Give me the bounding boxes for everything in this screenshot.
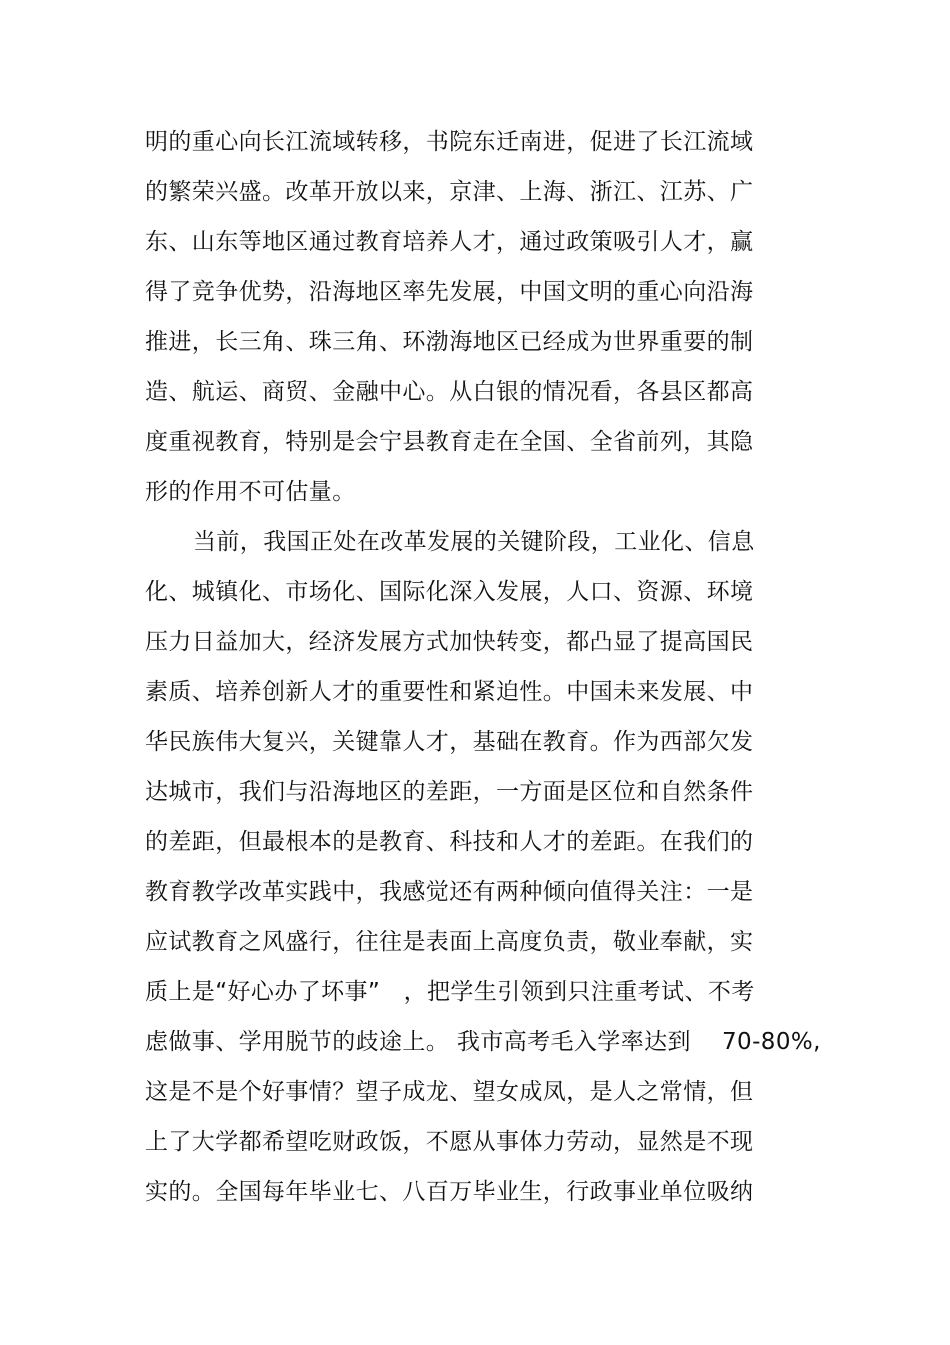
text-line: 这是不是个好事情？望子成龙、望女成凤，是人之常情，但 xyxy=(145,1079,754,1105)
text-line: 质上是“好心办了坏事” ，把学生引领到只注重考试、不考 xyxy=(145,979,755,1005)
text-line: 达城市，我们与沿海地区的差距，一方面是区位和自然条件 xyxy=(145,779,754,805)
text-line: 形的作用不可估量。 xyxy=(145,479,356,505)
text-line: 的差距，但最根本的是教育、科技和人才的差距。在我们的 xyxy=(145,829,754,855)
text-line: 华民族伟大复兴，关键靠人才，基础在教育。作为西部欠发 xyxy=(145,729,754,755)
text-line: 推进，长三角、珠三角、环渤海地区已经成为世界重要的制 xyxy=(145,329,754,355)
text-line: 明的重心向长江流域转移，书院东迁南进，促进了长江流域 xyxy=(145,129,754,155)
text-line: 造、航运、商贸、金融中心。从白银的情况看，各县区都高 xyxy=(145,379,754,405)
text-line: 东、山东等地区通过教育培养人才，通过政策吸引人才，赢 xyxy=(145,229,754,255)
text-line: 得了竞争优势，沿海地区率先发展，中国文明的重心向沿海 xyxy=(145,279,754,305)
text-line: 素质、培养创新人才的重要性和紧迫性。中国未来发展、中 xyxy=(145,679,754,705)
text-line: 度重视教育，特别是会宁县教育走在全国、全省前列，其隐 xyxy=(145,429,754,455)
text-line: 虑做事、学用脱节的歧途上。 我市高考毛入学率达到 70-80%, xyxy=(145,1029,821,1055)
text-line: 的繁荣兴盛。改革开放以来，京津、上海、浙江、江苏、广 xyxy=(145,179,754,205)
text-line: 应试教育之风盛行，往往是表面上高度负责，敬业奉献，实 xyxy=(145,929,754,955)
text-line: 压力日益加大，经济发展方式加快转变，都凸显了提高国民 xyxy=(145,629,754,655)
text-line: 上了大学都希望吃财政饭，不愿从事体力劳动，显然是不现 xyxy=(145,1129,754,1155)
text-line: 教育教学改革实践中，我感觉还有两种倾向值得关注：一是 xyxy=(145,879,754,905)
text-line: 化、城镇化、市场化、国际化深入发展，人口、资源、环境 xyxy=(145,579,754,605)
paragraph-first-line: 当前，我国正处在改革发展的关键阶段，工业化、信息 xyxy=(193,529,755,555)
text-line: 实的。全国每年毕业七、八百万毕业生，行政事业单位吸纳 xyxy=(145,1179,754,1205)
